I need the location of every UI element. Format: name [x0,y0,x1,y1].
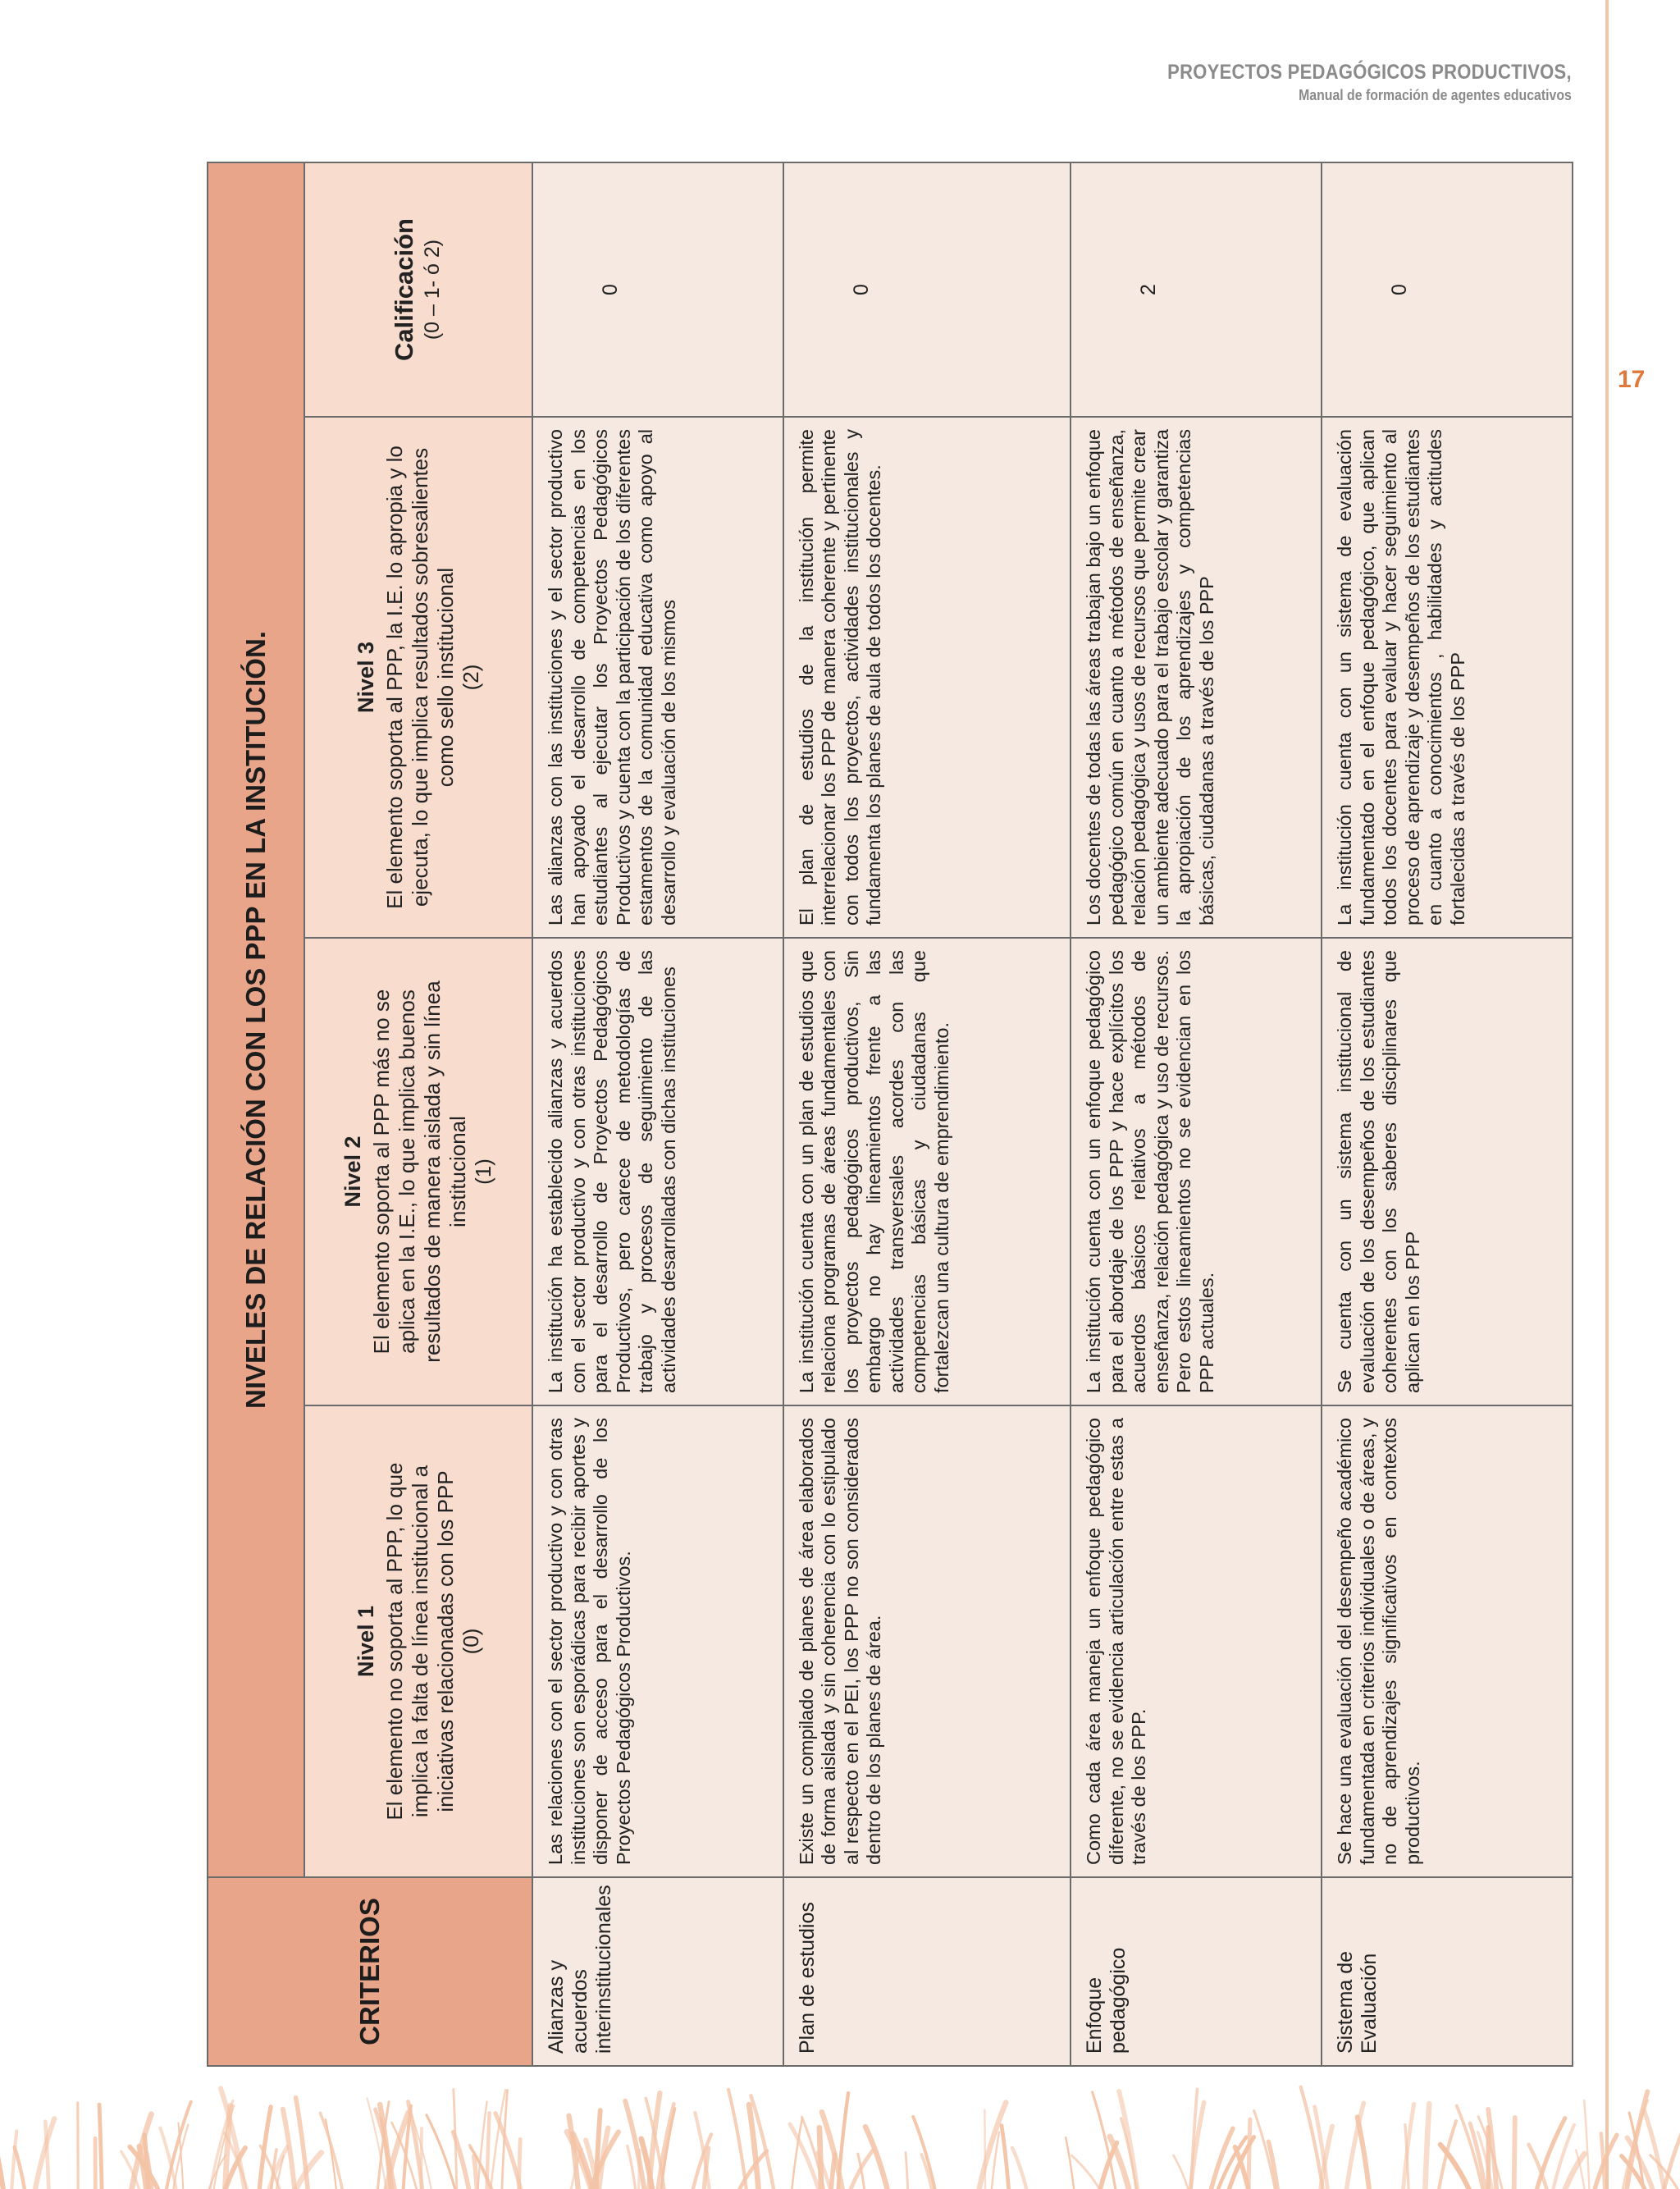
grass-blade [819,2127,821,2189]
criterion-cell: Enfoque pedagógico [1071,1877,1322,2066]
score-cell: 0 [532,162,783,417]
grass-blade [0,2134,3,2189]
grass-blade [15,2147,25,2189]
level-2-score: (1) [471,1158,495,1185]
table-row [1071,162,1322,2066]
nivel2-cell: La institución ha establecido alianzas y acuerdos con el sector productivo y con otras instituciones para el desarrollo de Proyectos Pedagógicos Productivos, pero carece de metodologías de trabajo y procesos de seguimiento de las actividades desarrolladas con dichas instituciones [532,938,783,1405]
criterion-cell: Plan de estudios [783,1877,1071,2066]
grass-blade [99,2104,102,2189]
nivel2-cell: La institución cuenta con un enfoque pedagógico para el abordaje de los PPP y hace explícitos los acuerdos básicos relativos a métodos de enseñanza, relación pedagógica y uso de recursos. Pero estos lineamientos no se evidencian en los PPP actuales. [1071,938,1322,1405]
criteria-header: CRITERIOS [208,1877,532,2066]
grass-decoration [0,2084,1680,2189]
running-header-title: PROYECTOS PEDAGÓGICOS PRODUCTIVOS, [1167,61,1572,84]
nivel3-cell: Las alianzas con las instituciones y el sector productivo han apoyado el desarrollo de competencias en los estudiantes al ejecutar los Proyectos Pedagógicos Productivos y cuenta con la participación de los diferentes estamentos de la comunidad educativa como apoyo al desarrollo y evaluación de los mismos [532,417,783,938]
grass-blade [1066,2137,1074,2189]
rubric-table [207,162,1573,2067]
page-number: 17 [1618,366,1646,393]
nivel2-cell: Se cuenta con un sistema institucional de evaluación de los desempeños de los estudiantes coherentes con los saberes disciplinares que aplican en los PPP [1322,938,1573,1405]
grass-blade [1584,2100,1589,2189]
grass-blade [628,2146,636,2189]
nivel3-cell: El plan de estudios de la institución permite interrelacionar los PPP de manera coherente y pertinente con todos los proyectos, actividades institucionales y fundamenta los planes de aula de todos los docentes. [783,417,1071,938]
level-3-header [304,417,532,938]
grass-blade [790,2124,819,2189]
level-3-score: (2) [458,664,483,691]
grass-blade [1439,2121,1456,2189]
nivel2-cell: La institución cuenta con un plan de estudios que relaciona programas de áreas fundamentales con los proyectos pedagógicos productivos, Sin embargo no hay lineamientos frente a las actividades transversales acordes con las competencias básicas y ciudadanas que fortalezcan una cultura de emprendimiento. [783,938,1071,1405]
level-3-description: El elemento soporta al PPP, la I.E. lo apropia y lo ejecuta, lo que implica resultados sobresalientes como sello institucional [381,446,458,909]
level-2-description: El elemento soporta al PPP más no se aplica en la I.E., lo que implica buenos resultados de manera aislada y sin línea institucional [369,980,470,1363]
rating-range: (0 – 1- ó 2) [421,239,444,340]
rotated-table-container [207,163,1573,2067]
grass-blade [728,2090,746,2189]
grass-blade [1514,2118,1515,2189]
level-1-header [304,1405,532,1877]
score-cell: 2 [1071,162,1322,417]
grass-blade [1002,2126,1009,2189]
level-1-name: Nivel 1 [353,1605,378,1678]
margin-rule [1605,0,1609,2189]
nivel1-cell: Como cada área maneja un enfoque pedagógico diferente, no se evidencia articulación entre estas a través de los PPP. [1071,1405,1322,1877]
grass-blade [1072,2155,1100,2189]
score-cell: 0 [1322,162,1573,417]
grass-blade [1249,2119,1250,2189]
table-row [783,162,1071,2066]
grass-blade [427,2115,455,2189]
score-cell: 0 [783,162,1071,417]
grass-blade [639,2150,640,2189]
nivel1-cell: Se hace una evaluación del desempeño académico fundamentada en criterios individuales o de áreas, y no de aprendizajes significativos en contextos productivos. [1322,1405,1573,1877]
running-header [1112,61,1572,104]
grass-blade [11,2131,16,2189]
criterion-cell: Alianzas y acuerdos interinstitucionales [532,1877,783,2066]
table-row [1322,162,1573,2066]
table-title: NIVELES DE RELACIÓN CON LOS PPP EN LA INSTITUCIÓN. [208,162,304,1877]
grass-blade [1537,2118,1565,2189]
nivel3-cell: Los docentes de todas las áreas trabajan bajo un enfoque pedagógico común en cuanto a métodos de enseñanza, relación pedagógica y usos de recursos que permite crear un ambiente adecuado para el trabajo escolar y garantiza la apropiación de los aprendizajes y competencias básicas, ciudadanas a través de los PPP [1071,417,1322,938]
grass-blade [906,2153,908,2189]
nivel1-cell: Las relaciones con el sector productivo y con otras instituciones son esporádicas para recibir aportes y disponer de acceso para el desarrollo de los Proyectos Pedagógicos Productivos. [532,1405,783,1877]
level-1-score: (0) [458,1628,483,1655]
grass-blade [474,2156,477,2189]
rating-title: Calificación [390,218,418,361]
grass-blade [1425,2104,1429,2189]
nivel1-cell: Existe un compilado de planes de área elaborados de forma aislada y sin coherencia con lo estipulado al respecto en el PEI, los PPP no son considerados dentro de los planes de área. [783,1405,1071,1877]
criterion-cell: Sistema de Evaluación [1322,1877,1573,2066]
table-row [532,162,783,2066]
grass-blade [1174,2155,1189,2189]
rating-header [304,162,532,417]
level-3-name: Nivel 3 [353,641,378,714]
level-1-description: El elemento no soporta al PPP, lo que implica la falta de línea institucional a iniciativas relacionadas con los PPP [381,1462,458,1821]
level-2-header [304,938,532,1405]
grass-blade [658,2104,674,2189]
nivel3-cell: La institución cuenta con un sistema de evaluación fundamentado en el enfoque pedagógico, que aplican todos los docentes para evaluar y hacer seguimiento al proceso de aprendizaje y desempeños de los estudiantes en cuanto a conocimientos , habilidades y actitudes fortalecidas a través de los PPP [1322,417,1573,938]
grass-blade [984,2110,985,2189]
grass-blade [487,2113,490,2189]
grass-blade [913,2117,934,2189]
level-2-name: Nivel 2 [340,1136,365,1208]
running-header-subtitle: Manual de formación de agentes educativos [1299,87,1572,103]
grass-blade [1110,2136,1129,2189]
grass-blade [167,2102,191,2189]
grass-blade [1012,2148,1026,2189]
